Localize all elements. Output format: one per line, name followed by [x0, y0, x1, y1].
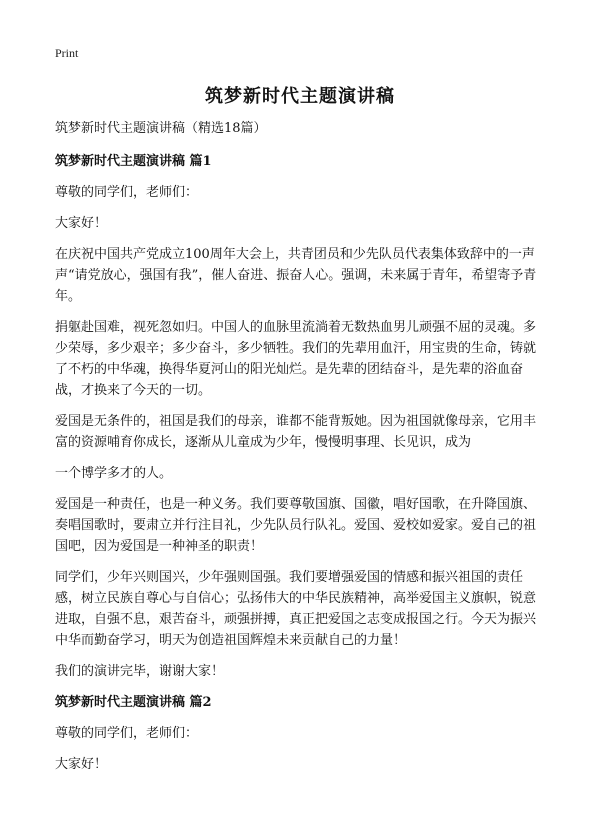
closing-line: 我们的演讲完毕，谢谢大家！: [55, 664, 225, 679]
body-paragraph: 同学们，少年兴则国兴，少年强则国强。我们要增强爱国的情感和振兴祖国的责任感，树立民族自尊心与自信心；弘扬伟大的中华民族精神，高举爱国主义旗帜，锐意进取，自强不息，艰苦奋斗，顽强拼搏，真正把爱国之志变成报国之行。今天为振兴中华而勤奋学习，明天为创造祖国辉煌未来贡献自己的力量！: [55, 570, 537, 648]
section-heading: 筑梦新时代主题演讲稿 篇1: [55, 154, 212, 169]
body-paragraph: 爱国是无条件的，祖国是我们的母亲，谁都不能背叛她。因为祖国就像母亲，它用丰富的资源哺育你成长，逐渐从儿童成为少年，慢慢明事理、长见识，成为: [55, 414, 537, 450]
salutation: 尊敬的同学们，老师们：: [55, 726, 199, 741]
document-title: 筑梦新时代主题演讲稿: [205, 86, 395, 107]
section-heading: 筑梦新时代主题演讲稿 篇2: [55, 695, 212, 710]
body-paragraph: 一个博学多才的人。: [55, 466, 173, 481]
document-content: [55, 118, 547, 785]
body-paragraph: 在庆祝中国共产党成立100周年大会上，共青团员和少先队员代表集体致辞中的一声声“请党放心，强国有我”，催人奋进、振奋人心。强调，未来属于青年，希望寄予青年。: [55, 247, 537, 304]
document-subtitle: 筑梦新时代主题演讲稿（精选18篇）: [55, 121, 267, 136]
greeting: 大家好！: [55, 216, 108, 231]
body-paragraph: 爱国是一种责任，也是一种义务。我们要尊敬国旗、国徽，唱好国歌，在升降国旗、奏唱国歌时，要肃立并行注目礼，少先队员行队礼。爱国、爱校如爱家。爱自己的祖国吧，因为爱国是一种神圣的职责！: [55, 497, 537, 554]
greeting: 大家好！: [55, 757, 108, 772]
salutation: 尊敬的同学们，老师们：: [55, 185, 199, 200]
body-paragraph: 捐躯赴国难，视死忽如归。中国人的血脉里流淌着无数热血男儿顽强不屈的灵魂。多少荣辱，多少艰辛；多少奋斗，多少牺牲。我们的先辈用血汗，用宝贵的生命，铸就了不朽的中华魂，换得华夏河山的阳光灿烂。是先辈的团结奋斗，是先辈的浴血奋战，才换来了今天的一切。: [55, 320, 537, 398]
print-link[interactable]: Print: [55, 46, 79, 60]
